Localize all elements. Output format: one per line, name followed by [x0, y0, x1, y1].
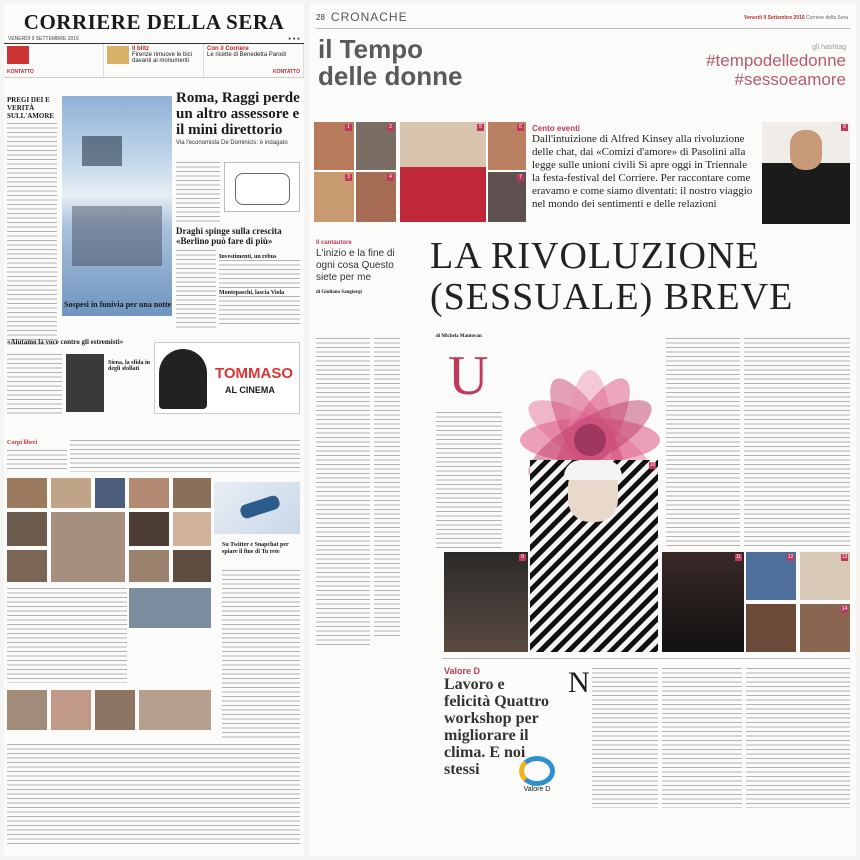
- twitter-body: [222, 570, 300, 740]
- hashtag-1[interactable]: #tempodelledonne: [706, 51, 846, 70]
- bottom-portrait: [66, 354, 104, 412]
- ad-title: TOMMASO: [215, 365, 294, 382]
- front-page: [4, 4, 304, 856]
- ad-portrait: [159, 349, 207, 409]
- cartoon-drawing: [235, 173, 290, 205]
- main-headline: [430, 236, 793, 318]
- column-author: di Giuliano Sangiorgi: [316, 290, 362, 295]
- side-body-2: [219, 296, 300, 324]
- bottom-box: Siena, la sfida in degli sfollati: [108, 360, 151, 372]
- promo-blitz[interactable]: [104, 44, 204, 77]
- header-date: [744, 15, 848, 21]
- striped-portrait: [530, 460, 658, 652]
- valore-logo: [510, 756, 564, 802]
- lead-subhead: Via l'economista De Dominicis: è indagato: [176, 140, 288, 146]
- promo-tag: KONTATTO: [7, 69, 34, 75]
- corpi-body: [7, 450, 67, 472]
- photo-caption: Sospesi in funivia per una notte: [64, 300, 172, 309]
- valore-drop-cap: N: [568, 666, 590, 699]
- ad-subtitle: AL CINEMA: [225, 385, 275, 395]
- photo-badge: 13: [841, 554, 848, 560]
- masthead-date: VENERDÌ 9 SETTEMBRE 2016: [8, 36, 79, 42]
- photo-badge: 1: [345, 124, 352, 131]
- editorial-title: PREGI DEI E VERITÀ SULL'AMORE: [7, 96, 55, 120]
- side-head-2: Montepaschi, lascia Viola: [219, 290, 285, 296]
- intro-title: Cento eventi: [532, 124, 581, 133]
- byline: di Michela Mantovan: [436, 334, 482, 339]
- cartoon-box: [224, 162, 300, 212]
- editorial-body: [7, 123, 57, 348]
- lead-body: [176, 162, 220, 224]
- cantautore-column: [316, 240, 410, 295]
- photo-badge: 3: [345, 174, 352, 181]
- hashtag-2[interactable]: #sessoeamore: [734, 70, 846, 89]
- photo-badge: 9: [519, 554, 526, 561]
- bottom-headline: «Aiutamo la voce contro gli estremisti»: [7, 338, 124, 346]
- promo-text: Firenze rimuove le bici davanti ai monumenti: [132, 52, 193, 64]
- side-briefs: [219, 254, 300, 324]
- photo-badge: 12: [787, 554, 794, 560]
- column-body: [316, 338, 370, 648]
- masthead-dots: ● ● ●: [288, 36, 300, 42]
- second-body: [176, 250, 216, 330]
- section-name: CRONACHE: [330, 10, 408, 24]
- photo-badge: 4: [387, 174, 394, 181]
- article-col-3: [744, 338, 850, 548]
- page-number: 28: [316, 12, 325, 22]
- article-col-2: [666, 338, 740, 548]
- hashtags: [706, 44, 846, 89]
- valore-col-1: [592, 668, 658, 808]
- woman-photo: [662, 552, 744, 652]
- editorial-column: [7, 96, 57, 348]
- section-header: [316, 10, 408, 24]
- photo-badge: 6: [517, 124, 524, 131]
- main-headline-line2: (SESSUALE) BREVE: [430, 276, 794, 318]
- lead-story[interactable]: [176, 90, 300, 146]
- lower-text-block: [7, 744, 300, 844]
- masthead: CORRIERE DELLA SERA: [23, 10, 285, 34]
- section-rule: [442, 658, 850, 659]
- side-body-1: [219, 260, 300, 288]
- photo-badge: 10: [649, 462, 656, 468]
- photo-badge: 2: [387, 124, 394, 131]
- second-headline: Draghi spinge sulla crescita «Berlino può fare di più»: [176, 226, 282, 246]
- photo-grid: [7, 478, 211, 738]
- promo-image: [7, 46, 29, 64]
- event-title: [318, 36, 462, 90]
- speaker-portrait: [762, 122, 850, 224]
- intro-text: Dall'intuizione di Alfred Kinsey alla rivoluzione delle chat, dai «Comizi d'amore» di Pasolini alla legge sulle unioni civili Si apre oggi in Triennale la festa-festival del Corriere. Per raccontare come eravamo e come siamo diventati: il nostro viaggio nel mondo dei sentimenti e delle relazioni: [532, 133, 753, 210]
- portrait-grid-bottom: [746, 552, 850, 652]
- funivia-photo: [62, 96, 172, 316]
- valore-label: Valore D: [444, 666, 481, 676]
- portrait-grid: [314, 122, 526, 224]
- article-col-1: [436, 412, 502, 550]
- masthead-dateline: [4, 35, 304, 44]
- intro-block: [532, 124, 754, 211]
- photo-badge: 7: [517, 174, 524, 181]
- promo-row: [4, 44, 304, 78]
- photo-badge: 8: [841, 124, 848, 131]
- article-page: [310, 4, 856, 856]
- hashtag-label: gli hashtag: [812, 44, 846, 51]
- movie-ad[interactable]: [154, 342, 300, 414]
- photo-figure: [82, 136, 122, 166]
- photo-figure: [72, 206, 162, 266]
- promo-tag: KONTATTO: [273, 69, 300, 75]
- valore-logo-text: Valore D: [523, 786, 551, 793]
- promo-image: [107, 46, 129, 64]
- corpi-head: Corpi liberi: [7, 440, 38, 446]
- yoga-photo: [214, 482, 300, 534]
- main-headline-line1: LA RIVOLUZIONE: [430, 235, 760, 277]
- bottom-body: [7, 354, 62, 414]
- valore-col-3: [746, 668, 850, 808]
- drop-cap: U: [448, 345, 489, 407]
- issue-date: Venerdì 9 Settembre 2016: [744, 15, 805, 21]
- photo-badge: 14: [841, 606, 848, 612]
- promo-text: Le ricette di Benedetta Parodi: [207, 52, 287, 58]
- event-title-line1: il Tempo: [318, 34, 423, 64]
- paper-name: Corriere della Sera: [806, 15, 848, 21]
- valore-headline: Lavoro e felicità Quattro workshop per migliorare il clima. E noi stessi: [444, 676, 550, 778]
- side-head-1: Investimenti, un rebus: [219, 254, 277, 260]
- photo-badge: 5: [477, 124, 484, 131]
- lower-text-band: [70, 440, 300, 472]
- lead-headline: Roma, Raggi perde un altro assessore e il mini direttorio: [176, 90, 300, 138]
- promo-title: Il blitz: [132, 46, 149, 52]
- promo-left[interactable]: [4, 44, 104, 77]
- event-title-line2: delle donne: [318, 61, 463, 91]
- promo-corriere[interactable]: [204, 44, 304, 77]
- promo-title: Con il Corriere: [207, 46, 249, 52]
- photo-badge: 11: [735, 554, 742, 560]
- valore-col-2: [662, 668, 742, 808]
- header-rule: [316, 28, 850, 29]
- twitter-head: Su Twitter e Snapchat per spiare il fine di Tu rete: [222, 542, 289, 555]
- column-names: [374, 338, 400, 638]
- column-headline: L'inizio e la fine di ogni cosa Questo siete per me: [316, 248, 395, 283]
- column-label: Il cantautore: [316, 240, 352, 246]
- singer-photo: [444, 552, 528, 652]
